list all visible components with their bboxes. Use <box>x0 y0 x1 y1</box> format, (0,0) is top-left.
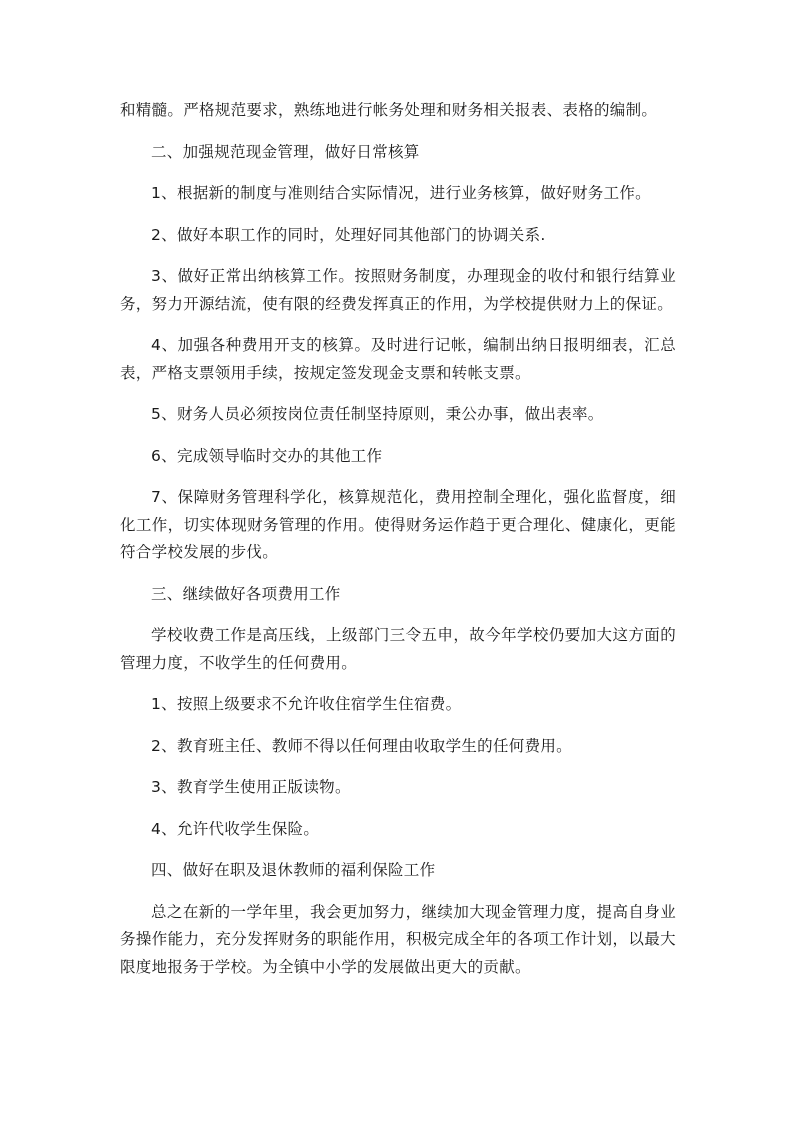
paragraph-continuation: 和精髓。严格规范要求，熟练地进行帐务处理和财务相关报表、表格的编制。 <box>120 101 658 119</box>
list-item: 4、允许代收学生保险。 <box>151 819 320 838</box>
section-heading-4: 四、做好在职及退休教师的福利保险工作 <box>151 861 436 879</box>
conclusion-paragraph: 总之在新的一学年里，我会更加努力，继续加大现金管理力度，提高自身业务操作能力，充分发挥财务的职能作用，积极完成全年的各项工作计划，以最大限度地报务于学校。为全镇中小学的发展做出更大的贡献。 <box>120 902 676 976</box>
list-item: 2、教育班主任、教师不得以任何理由收取学生的任何费用。 <box>151 736 572 755</box>
document-body <box>120 97 676 995</box>
list-item: 1、根据新的制度与准则结合实际情况，进行业务核算，做好财务工作。 <box>151 184 651 202</box>
list-item: 7、保障财务管理科学化，核算规范化，费用控制全理化，强化监督度，细化工作，切实体现财务管理的作用。使得财务运作趋于更合理化、健康化，更能符合学校发展的步伐。 <box>120 488 676 561</box>
section-heading-2: 二、加强规范现金管理，做好日常核算 <box>151 142 420 161</box>
list-item: 2、做好本职工作的同时，处理好同其他部门的协调关系. <box>151 225 546 244</box>
list-item: 3、做好正常出纳核算工作。按照财务制度，办理现金的收付和银行结算业务，努力开源结流，使有限的经费发挥真正的作用，为学校提供财力上的保证。 <box>120 267 676 313</box>
list-item: 1、按照上级要求不允许收住宿学生住宿费。 <box>151 695 462 713</box>
list-item: 5、财务人员必须按岗位责任制坚持原则，秉公办事，做出表率。 <box>151 405 604 423</box>
paragraph: 学校收费工作是高压线，上级部门三令五申，故今年学校仍要加大这方面的管理力度，不收学生的任何费用。 <box>120 626 676 672</box>
section-heading-3: 三、继续做好各项费用工作 <box>151 584 341 603</box>
list-item: 6、完成领导临时交办的其他工作 <box>151 446 383 465</box>
list-item: 3、教育学生使用正版读物。 <box>151 778 351 796</box>
list-item: 4、加强各种费用开支的核算。及时进行记帐，编制出纳日报明细表，汇总表，严格支票领用手续，按规定签发现金支票和转帐支票。 <box>120 336 676 382</box>
